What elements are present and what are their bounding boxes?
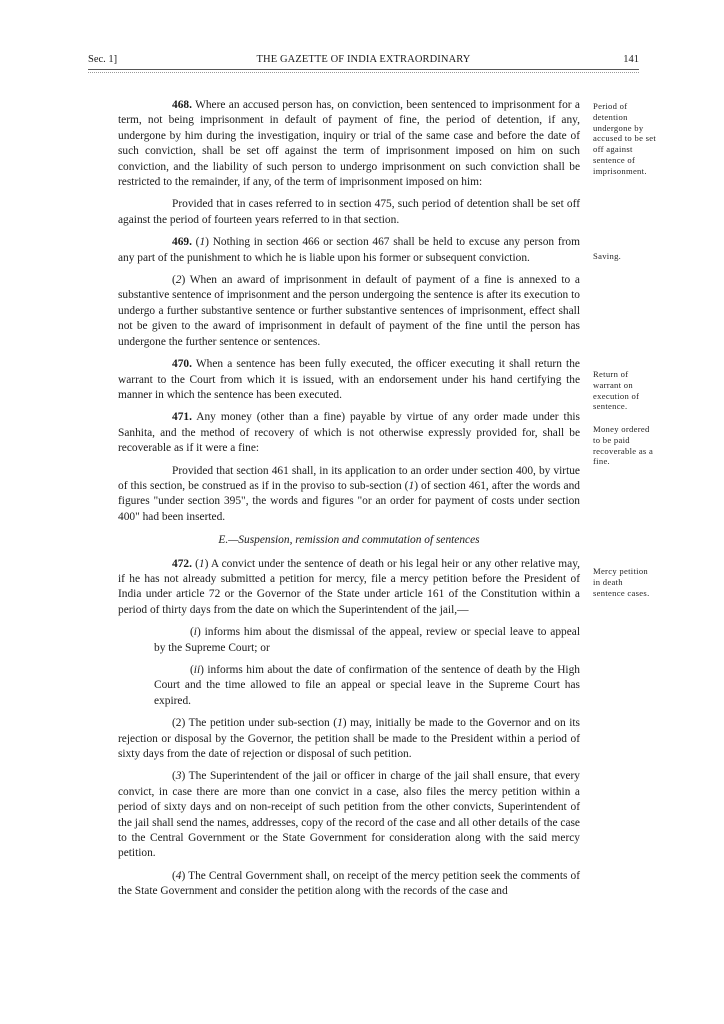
page-header (88, 54, 639, 70)
paragraph-471-proviso: Provided that section 461 shall, in its application to an order under section 400, by virtue of this section, be construed as if in the proviso to sub-section (1) of section 461, after the words and figures "under section 395", the words and figures "or an order for payment of costs under section 400" had been inserted. (118, 464, 580, 523)
margin-note-469: Saving. (593, 251, 622, 261)
paragraph-472-3: (3) The Superintendent of the jail or officer in charge of the jail shall ensure, that every convict, in case there are more than one convict in a case, also files the mercy petition within a period of sixty days and on non-receipt of such petition from the other convicts, Superintendent of the jail shall send the names, addresses, copy of the record of the case and all other details of the case to the Central Government or the State Government for consideration along with the said mercy petition. (118, 770, 580, 860)
header-rule (88, 69, 639, 70)
paragraph-469-2: (2) When an award of imprisonment in default of payment of a fine is annexed to a substantive sentence of imprisonment and the person undergoing the sentence is after its execution to undergo a further substantive sentence or further substantive sentences of imprisonment, effect shall not be given to the award of imprisonment in default of payment of the fine until the person has undergone the further sentence or sentences. (118, 274, 580, 348)
section-number: 468. (172, 99, 192, 111)
paragraph-472-1: 472. (1) A convict under the sentence of death or his legal heir or any other relative may, if he has not already submitted a petition for mercy, file a mercy petition before the President of India under article 72 or the Governor of the State under article 161 of the Constitution within a period of thirty days from the date on which the Superintendent of the jail,— (118, 557, 580, 616)
section-ref: Sec. 1] (88, 54, 118, 65)
section-number: 471. (172, 411, 192, 424)
section-number: 469. (172, 236, 192, 249)
paragraph-471: 471. Any money (other than a fine) payable by virtue of any order made under this Sanhita, and the method of recovery of which is not otherwise expressly provided for, shall be recoverable as if it were a fine: (118, 411, 580, 455)
chapter-heading: E.—Suspension, remission and commutation of sentences (218, 534, 480, 547)
clause-ii: (ii) informs him about the date of confirmation of the sentence of death by the High Court and the time allowed to file an appeal or special leave in the Supreme Court has expired. (154, 664, 580, 707)
margin-note-472: Mercy petition in death sentence cases. (593, 566, 650, 598)
margin-note-468: Period of detention undergone by accused to be set off against sentence of imprisonment. (593, 101, 657, 176)
page-number: 141 (623, 54, 639, 65)
margin-note-471: Money ordered to be paid recoverable as a fine. (593, 424, 654, 467)
margin-note-470: Return of warrant on execution of sentence. (593, 369, 640, 412)
paragraph-468-proviso: Provided that in cases referred to in section 475, such period of detention shall be set off against the period of fourteen years referred to in that section. (118, 198, 580, 226)
paragraph-468: 468. Where an accused person has, on conviction, been sentenced to imprisonment for a term, not being imprisonment in default of payment of fine, the period of detention, if any, undergone by him during the investigation, inquiry or trial of the same case and before the date of such conviction, shall be set off against the term of imprisonment imposed on him on such conviction, and the liability of such person to undergo imprisonment on such conviction shall be restricted to the remainder, if any, of the term of imprisonment imposed on him: (118, 99, 580, 189)
section-number: 470. (172, 358, 192, 371)
paragraph-472-4: (4) The Central Government shall, on receipt of the mercy petition seek the comments of the State Government and consider the petition along with the records of the case and (118, 869, 580, 898)
paragraph-469-1: 469. (1) Nothing in section 466 or section 467 shall be held to excuse any person from any part of the punishment to which he is liable upon his former or subsequent conviction. (118, 236, 580, 264)
gazette-title: THE GAZETTE OF INDIA EXTRAORDINARY (256, 54, 471, 65)
header-rule-dotted (88, 72, 639, 73)
paragraph-472-2: (2) The petition under sub-section (1) may, initially be made to the Governor and on its rejection or disposal by the Governor, the petition shall be made to the President within a period of sixty days from the date of rejection or disposal of such petition. (118, 717, 580, 761)
section-number: 472. (172, 557, 192, 570)
main-text (118, 98, 580, 907)
clause-i: (i) informs him about the dismissal of the appeal, review or special leave to appeal by the Supreme Court; or (154, 626, 580, 654)
paragraph-470: 470. When a sentence has been fully executed, the officer executing it shall return the warrant to the Court from which it is issued, with an endorsement under his hand certifying the manner in which the sentence has been executed. (118, 358, 580, 401)
